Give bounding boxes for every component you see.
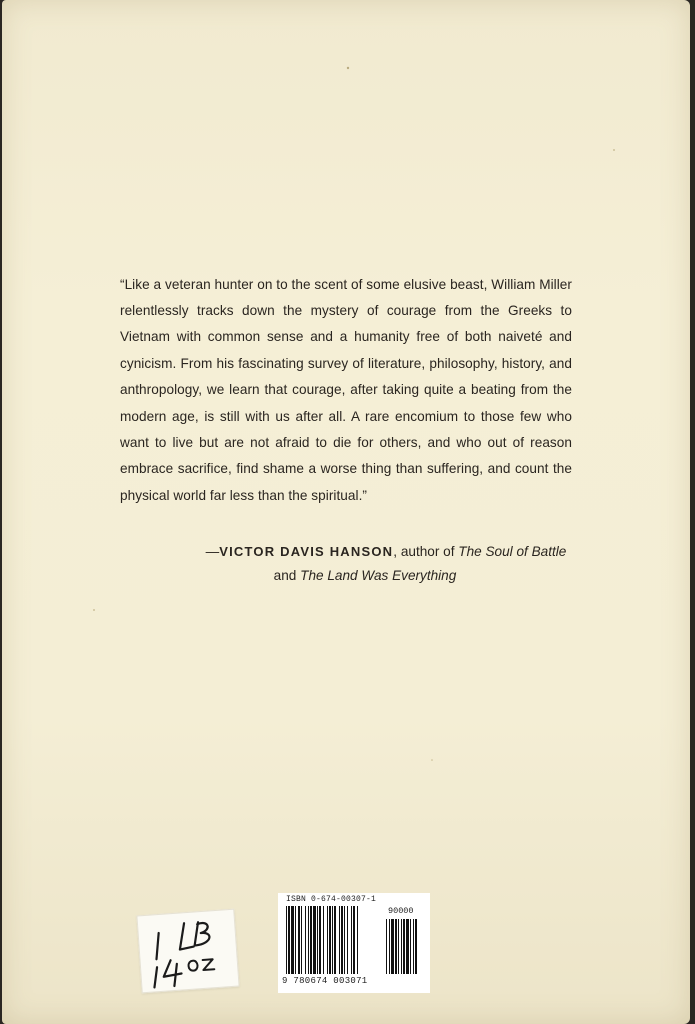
handwritten-weight-sticker — [136, 909, 239, 994]
barcode-bar — [357, 906, 358, 974]
isbn-label: ISBN 0-674-00307-1 — [286, 895, 377, 904]
price-barcode-bar — [415, 919, 417, 974]
book-title-2: The Land Was Everything — [300, 568, 457, 583]
barcode-bar — [319, 906, 321, 974]
barcode-bar — [291, 906, 294, 974]
price-barcode-bar — [391, 919, 394, 974]
barcode-bar — [334, 906, 336, 974]
author-role: , author of — [393, 544, 459, 559]
quote-attribution — [2, 540, 690, 588]
price-barcode-bar — [413, 919, 414, 974]
barcode-bar — [305, 906, 306, 974]
barcode-bar — [313, 906, 316, 974]
barcode-bar — [351, 906, 352, 974]
barcode-bar — [288, 906, 290, 974]
price-barcode-bar — [398, 919, 399, 974]
barcode-bar — [327, 906, 328, 974]
barcode-bar — [332, 906, 333, 974]
barcode-bar — [310, 906, 312, 974]
barcode-bar — [339, 906, 340, 974]
attribution-line-2 — [2, 564, 690, 588]
price-barcode-bar — [386, 919, 387, 974]
barcode-bar — [308, 906, 309, 974]
price-barcode-bar — [410, 919, 411, 974]
barcode-bar — [353, 906, 355, 974]
barcode-bar — [301, 906, 302, 974]
em-dash: — — [205, 544, 220, 559]
paper-specks — [2, 0, 690, 1024]
isbn-barcode — [278, 893, 430, 993]
barcode-bar — [329, 906, 331, 974]
barcode-bar — [344, 906, 345, 974]
barcode-bar — [298, 906, 300, 974]
connector-text: and — [273, 568, 301, 583]
handwritten-weight-note — [137, 910, 238, 993]
attribution-line-1 — [2, 540, 690, 564]
barcode-bar — [347, 906, 348, 974]
price-barcode-bar — [406, 919, 409, 974]
ean-number: 9 780674 003071 — [282, 976, 368, 986]
price-barcode-bar — [401, 919, 402, 974]
price-barcode-bar — [395, 919, 397, 974]
book-title-1: The Soul of Battle — [458, 544, 567, 559]
blurb-quote: “Like a veteran hunter on to the scent of some elusive beast, William Miller relentlessly tracks down the mystery of courage from the Greeks to Vietnam with common sense and a humanity free of both naiveté and cynicism. From his fascinating survey of literature, philosophy, history, and anthropology, we learn that courage, after taking quite a beating from the modern age, is still with us after all. A rare encomium to those few who want to live but are not afraid to die for others, and who out of reason embrace sacrifice, find shame a worse thing than suffering, and count the physical world far less than the spiritual.” — [120, 276, 572, 503]
barcode-bar — [317, 906, 318, 974]
barcode-bar — [323, 906, 324, 974]
price-code-label: 90000 — [388, 906, 414, 916]
book-back-cover — [2, 0, 690, 1024]
barcode-bar — [295, 906, 296, 974]
barcode-bar — [286, 906, 287, 974]
author-name: VICTOR DAVIS HANSON — [219, 544, 394, 559]
barcode-bar — [341, 906, 343, 974]
price-barcode-bar — [403, 919, 405, 974]
price-barcode-bar — [389, 919, 390, 974]
